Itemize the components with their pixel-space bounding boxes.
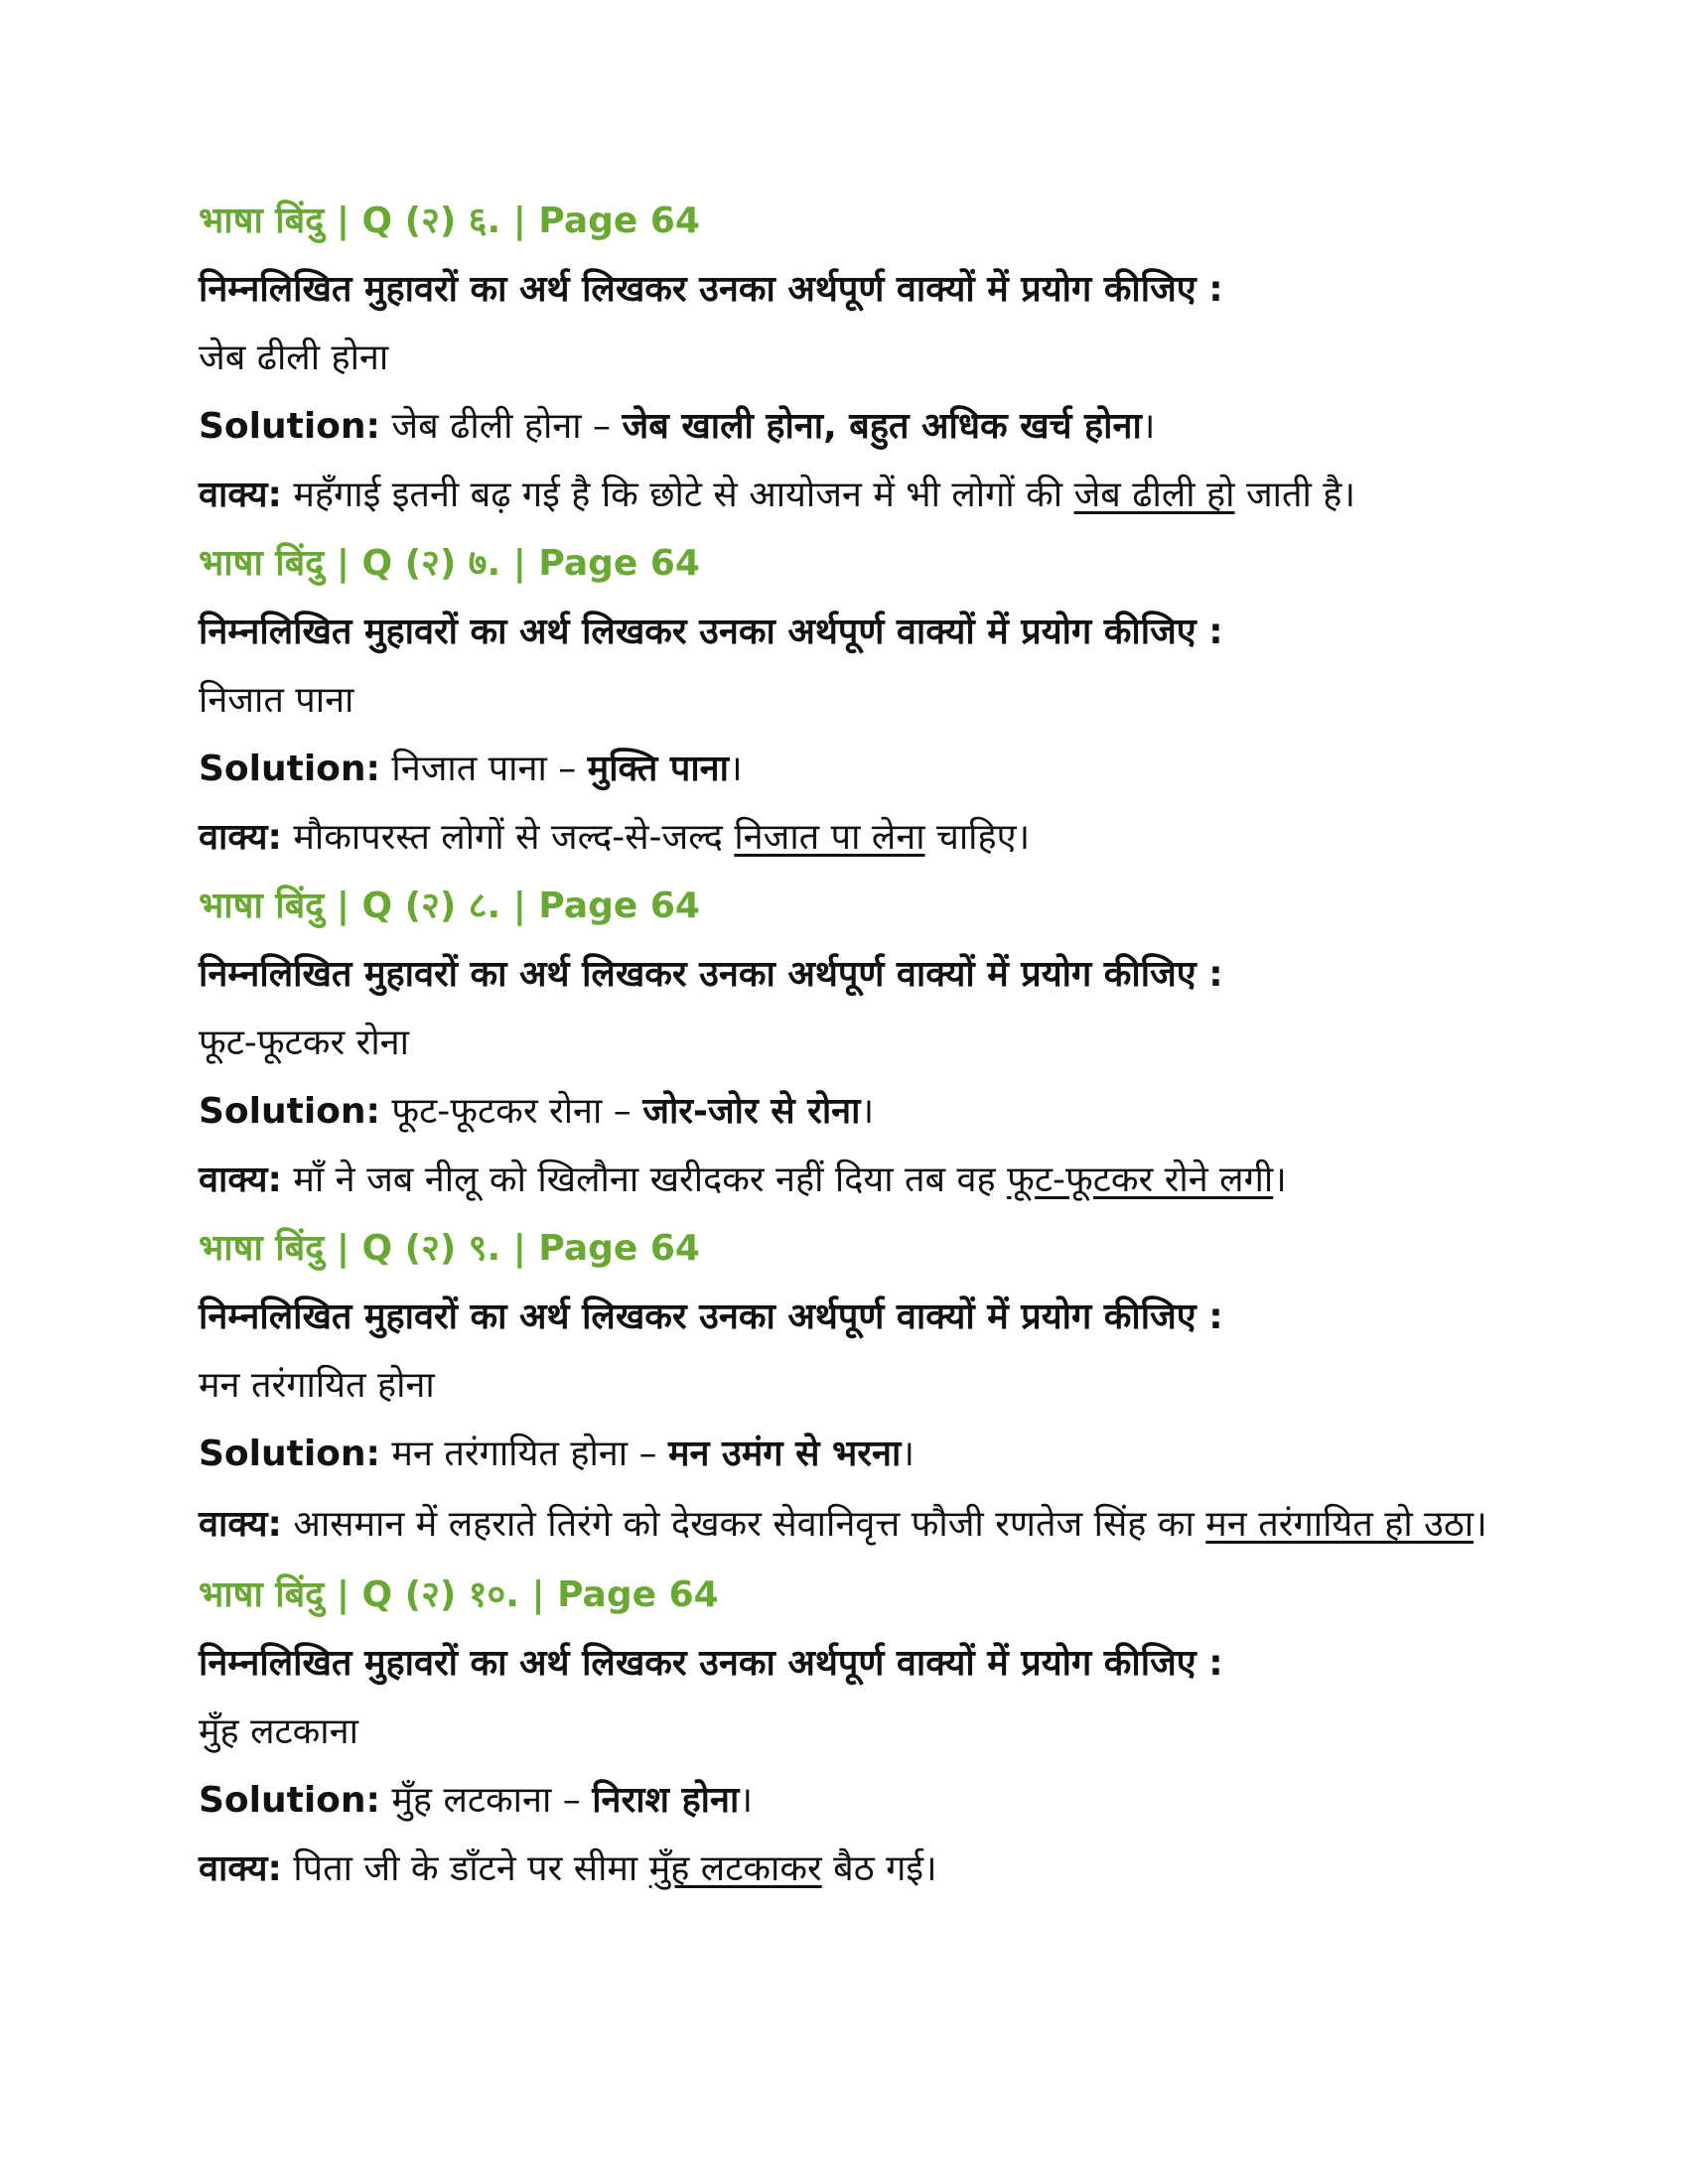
solution-meaning: जोर-जोर से रोना: [642, 1091, 861, 1132]
question-heading: भाषा बिंदु | Q (२) ७. | Page 64: [199, 543, 700, 584]
sentence-line: [199, 1846, 1509, 1892]
question-heading: भाषा बिंदु | Q (२) ८. | Page 64: [199, 886, 700, 926]
solution-meaning: मुक्ति पाना: [587, 749, 729, 789]
idiom-text: जेब ढीली होना: [199, 338, 389, 378]
question-block-7: [199, 541, 1509, 861]
solution-line: [199, 404, 1509, 450]
solution-line: [199, 1432, 1509, 1477]
question-block-10: [199, 1572, 1509, 1892]
sentence-label: वाक्य:: [199, 1160, 282, 1200]
idiom-text: फूट-फूटकर रोना: [199, 1023, 409, 1063]
sentence-underlined: मुँह लटकाकर: [648, 1848, 822, 1889]
question-instruction: निम्नलिखित मुहावरों का अर्थ लिखकर उनका अर्थपूर्ण वाक्यों में प्रयोग कीजिए :: [199, 954, 1223, 995]
sentence-underlined: जेब ढीली हो: [1073, 475, 1235, 515]
sentence-underlined: मन तरंगायित हो उठा: [1205, 1504, 1475, 1545]
idiom-text: निजात पाना: [199, 680, 354, 721]
sentence-after: ।: [1474, 1504, 1487, 1545]
sentence-before: महँगाई इतनी बढ़ गई है कि छोटे से आयोजन में भी लोगों की: [293, 475, 1063, 515]
solution-end: ।: [1141, 406, 1156, 447]
solution-line: [199, 747, 1509, 792]
solution-end: ।: [901, 1433, 914, 1474]
solution-idiom: मुँह लटकाना –: [391, 1780, 581, 1821]
sentence-underlined: फूट-फूटकर रोने लगी: [1007, 1160, 1274, 1200]
question-block-9: [199, 1226, 1509, 1550]
sentence-before: माँ ने जब नीलू को खिलौना खरीदकर नहीं दिया तब वह: [293, 1160, 996, 1200]
idiom-text: मन तरंगायित होना: [199, 1365, 435, 1406]
sentence-before: मौकापरस्त लोगों से जल्द-से-जल्द: [293, 817, 723, 858]
sentence-label: वाक्य:: [199, 475, 282, 515]
question-block-8: [199, 884, 1509, 1203]
solution-end: ।: [739, 1780, 753, 1821]
question-instruction: निम्नलिखित मुहावरों का अर्थ लिखकर उनका अर्थपूर्ण वाक्यों में प्रयोग कीजिए :: [199, 612, 1223, 652]
question-instruction: निम्नलिखित मुहावरों का अर्थ लिखकर उनका अर्थपूर्ण वाक्यों में प्रयोग कीजिए :: [199, 269, 1223, 310]
question-heading: भाषा बिंदु | Q (२) १०. | Page 64: [199, 1574, 719, 1615]
solution-end: ।: [860, 1091, 875, 1132]
sentence-label: वाक्य:: [199, 1848, 282, 1889]
question-heading: भाषा बिंदु | Q (२) ९. | Page 64: [199, 1228, 700, 1269]
solution-label: Solution:: [199, 1433, 380, 1474]
idiom-text: मुँह लटकाना: [199, 1711, 358, 1752]
sentence-line: [199, 473, 1509, 518]
solution-idiom: निजात पाना –: [391, 749, 577, 789]
solution-meaning: मन उमंग से भरना: [668, 1433, 902, 1474]
question-instruction: निम्नलिखित मुहावरों का अर्थ लिखकर उनका अर्थपूर्ण वाक्यों में प्रयोग कीजिए :: [199, 1643, 1223, 1684]
solution-meaning: जेब खाली होना, बहुत अधिक खर्च होना: [622, 406, 1142, 447]
sentence-underlined: निजात पा लेना: [734, 817, 925, 858]
sentence-label: वाक्य:: [199, 817, 282, 858]
solution-label: Solution:: [199, 1091, 380, 1132]
solution-idiom: मन तरंगायित होना –: [391, 1433, 657, 1474]
sentence-line: [199, 815, 1509, 861]
solution-idiom: फूट-फूटकर रोना –: [391, 1091, 632, 1132]
question-heading: भाषा बिंदु | Q (२) ६. | Page 64: [199, 201, 700, 241]
document-page: [199, 199, 1509, 1915]
solution-label: Solution:: [199, 1780, 380, 1821]
solution-label: Solution:: [199, 749, 380, 789]
sentence-line: [199, 1500, 1509, 1550]
sentence-before: आसमान में लहराते तिरंगे को देखकर सेवानिवृत्त फौजी रणतेज सिंह का: [293, 1504, 1195, 1545]
sentence-label: वाक्य:: [199, 1504, 282, 1545]
sentence-after: चाहिए।: [936, 817, 1031, 858]
solution-idiom: जेब ढीली होना –: [391, 406, 612, 447]
solution-line: [199, 1778, 1509, 1824]
question-instruction: निम्नलिखित मुहावरों का अर्थ लिखकर उनका अर्थपूर्ण वाक्यों में प्रयोग कीजिए :: [199, 1297, 1223, 1337]
sentence-before: पिता जी के डाँटने पर सीमा: [293, 1848, 638, 1889]
solution-end: ।: [728, 749, 743, 789]
sentence-after: जाती है।: [1245, 475, 1356, 515]
solution-meaning: निराश होना: [592, 1780, 740, 1821]
sentence-line: [199, 1158, 1509, 1203]
question-block-6: [199, 199, 1509, 518]
solution-label: Solution:: [199, 406, 380, 447]
solution-line: [199, 1089, 1509, 1135]
sentence-after: बैठ गई।: [833, 1848, 937, 1889]
sentence-after: ।: [1273, 1160, 1287, 1200]
